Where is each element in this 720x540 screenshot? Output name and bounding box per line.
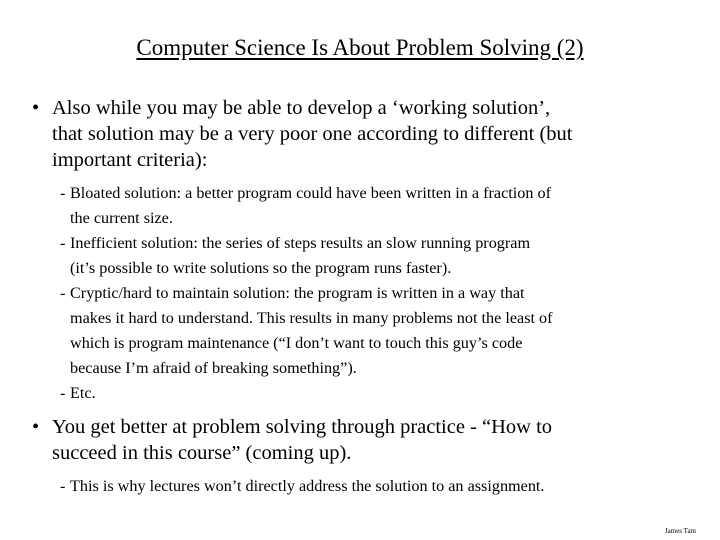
sub-item (60, 231, 700, 281)
bullet-point (32, 414, 712, 466)
bullet-text: You get better at problem solving through practice - “How to succeed in this course” (coming up). (52, 416, 553, 464)
sub-marker: - (60, 184, 66, 202)
bullet-point (32, 95, 712, 173)
sub-item (60, 381, 700, 406)
sub-marker: - (60, 234, 66, 252)
sub-item-text: Etc. (70, 384, 96, 402)
sub-item-text: Cryptic/hard to maintain solution: the program is written in a way that makes it hard to understand. This results in many problems not the least of which is program maintenance (“I don’t want to touch this guy’s code because I’m afraid of breaking something”). (70, 284, 553, 377)
bullet-text: Also while you may be able to develop a ‘working solution’, that solution may be a very poor one according to different (but important criteria): (52, 97, 573, 171)
sub-marker: - (60, 477, 66, 495)
sub-marker: - (60, 384, 66, 402)
sub-item (60, 281, 700, 381)
sub-list (60, 474, 700, 499)
slide-title (0, 34, 720, 62)
sub-item (60, 181, 700, 231)
author-credit: James Tam (664, 527, 696, 535)
sub-item (60, 474, 700, 499)
bullet-marker: • (32, 97, 40, 119)
sub-list (60, 181, 700, 406)
sub-item-text: Inefficient solution: the series of steps results an slow running program (it’s possible to write solutions so the program runs faster). (70, 234, 531, 277)
sub-item-text: Bloated solution: a better program could have been written in a fraction of the current size. (70, 184, 551, 227)
slide-title-text: Computer Science Is About Problem Solving (2) (136, 35, 584, 60)
sub-marker: - (60, 284, 66, 302)
sub-item-text: This is why lectures won’t directly address the solution to an assignment. (70, 477, 545, 495)
bullet-marker: • (32, 416, 40, 438)
